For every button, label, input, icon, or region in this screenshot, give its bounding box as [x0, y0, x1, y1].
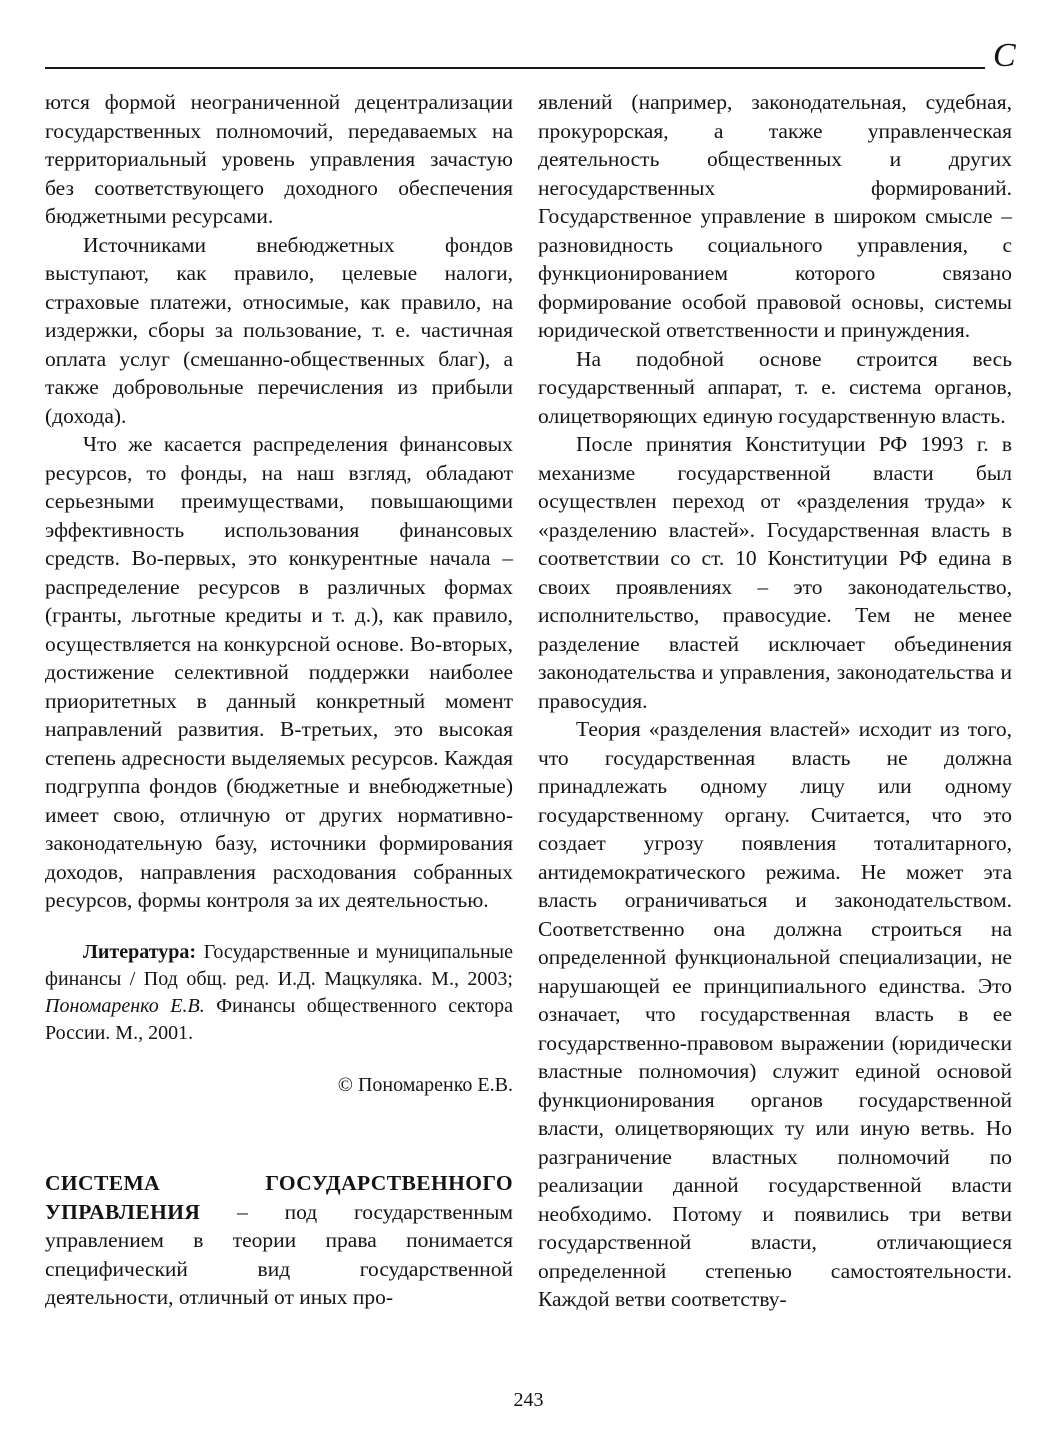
header-rule: [45, 67, 985, 69]
left-column: [45, 88, 513, 1312]
paragraph-extrabudgetary-sources: Источниками внебюджетных фондов выступают, как правило, целевые налоги, страховые платежи, относимые, как правило, на издержки, сборы за пользование, т. е. частичная оплата услуг (смешанно-общественных благ), а также добровольные перечисления из прибыли (дохода).: [45, 232, 513, 428]
dictionary-entry: [45, 1169, 513, 1312]
literature-references: [45, 939, 513, 1047]
copyright-author: © Пономаренко Е.В.: [337, 1073, 513, 1096]
page-number: 243: [513, 1389, 544, 1411]
paragraph-separation-of-powers: Теория «разделения властей» исходит из того, что государственная власть не должна принадлежать одному лицу или одному государственному органу. Считается, что это создает угрозу появления тоталитарного, антидемократического режима. Не может эта власть ограничиваться и законодательством. Соответственно она должна строиться на определенной функциональной специализации, не нарушающей ее принципиального единства. Это означает, что государственная власть в ее государственно-правовом выражении (юридически властные полномочия) служит единой основой функционирования органов государственной власти, олицетворяющих ту или иную ветвь. Но разграничение властных полномочий по реализации данной государственной власти необходимо. Потому и появились три ветви государственной власти, отличающиеся определенной степенью самостоятельности. Каждой ветви соответству-: [538, 717, 1012, 1311]
right-column: [538, 88, 1012, 1314]
section-letter: С: [993, 37, 1016, 74]
paragraph-state-apparatus: На подобной основе строится весь государственный аппарат, т. е. система органов, олицетворяющих единую государственную власть.: [538, 346, 1012, 428]
paragraph-entry-continued: явлений (например, законодательная, судебная, прокурорская, а также управленческая деятельность общественных и других негосударственных формирований. Государственное управление в широком смысле – разновидность социального управления, с функционированием которого связано формирование особой правовой основы, системы юридической ответственности и принуждения.: [538, 90, 1012, 342]
entry-term: СИСТЕМА ГОСУДАРСТВЕННОГО УПРАВЛЕНИЯ: [45, 1171, 513, 1224]
literature-author: Пономаренко Е.В.: [45, 994, 205, 1017]
literature-label: Литература:: [83, 940, 197, 963]
paragraph-constitution: После принятия Конституции РФ 1993 г. в механизме государственной власти был осуществлен переход от «разделения труда» к «разделению властей». Государственная власть в соответствии со ст. 10 Конституции РФ едина в своих проявлениях – это законодательство, исполнительство, правосудие. Тем не менее разделение властей исключает объединения законодательства и управления, законодательства и правосудия.: [538, 432, 1012, 713]
paragraph-continued: ются формой неограниченной децентрализации государственных полномочий, передаваемых на территориальный уровень управления зачастую без соответствующего доходного обеспечения бюджетными ресурсами.: [45, 90, 513, 228]
entry-text: – под государственным управлением в теории права понимается специфический вид государственной деятельности, отличный от иных про-: [45, 1199, 513, 1309]
paragraph-resource-distribution: Что же касается распределения финансовых ресурсов, то фонды, на наш взгляд, обладают серьезными преимуществами, повышающими эффективность использования финансовых средств. Во-первых, это конкурентные начала – распределение ресурсов в различных формах (гранты, льготные кредиты и т. д.), как правило, осуществляется на конкурсной основе. Во-вторых, достижение селективной поддержки наиболее приоритетных в данный конкретный момент направлений развития. В-третьих, это высокая степень адресности выделяемых ресурсов. Каждая подгруппа фондов (бюджетные и внебюджетные) имеет свою, отличную от других нормативно-законодательную базу, источники формирования доходов, направления расходования собранных ресурсов, формы контроля за их деятельностью.: [45, 432, 513, 912]
literature-part2: Финансы общественного сектора России. М., 2001.: [45, 994, 513, 1044]
literature-part1: Государственные и муниципальные финансы / Под общ. ред. И.Д. Мацкуляка. М., 2003;: [45, 940, 513, 990]
